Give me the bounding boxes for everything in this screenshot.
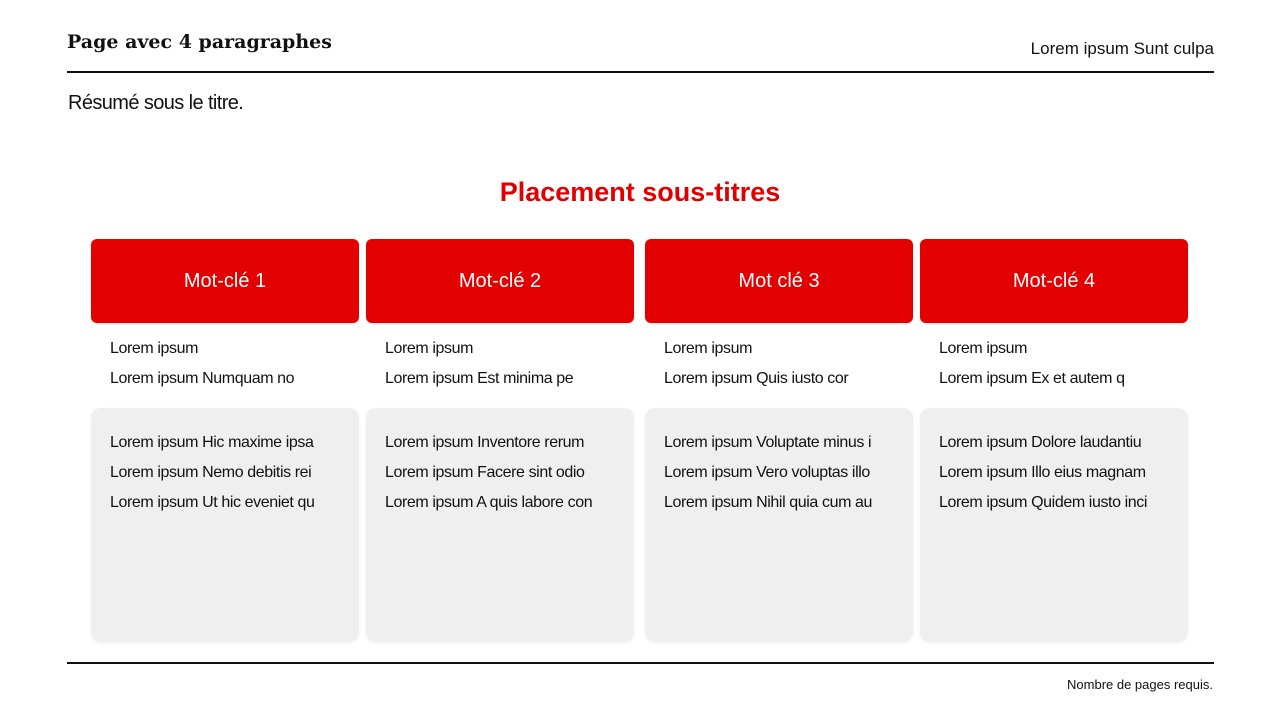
- paragraph-line: Lorem ipsum Nihil quia cum au: [664, 494, 873, 511]
- keyword-header-4: Mot-clé 4: [920, 239, 1188, 323]
- header-divider: [67, 71, 1214, 73]
- paragraph-line: Lorem ipsum Dolore laudantiu: [939, 434, 1142, 451]
- page-title: Page avec 4 paragraphes: [67, 31, 332, 53]
- subtitle-line: Lorem ipsum: [110, 340, 199, 357]
- keyword-column-3: [645, 239, 913, 642]
- paragraph-box-3: [645, 408, 913, 642]
- paragraph-line: Lorem ipsum Inventore rerum: [385, 434, 585, 451]
- subtitle-line: Lorem ipsum: [385, 340, 474, 357]
- subtitle-line: Lorem ipsum Est minima pe: [385, 370, 574, 387]
- paragraph-line: Lorem ipsum Vero voluptas illo: [664, 464, 870, 481]
- footer-divider: [67, 662, 1214, 664]
- footer-note: Nombre de pages requis.: [1067, 677, 1213, 692]
- summary-text: Résumé sous le titre.: [68, 92, 244, 114]
- paragraph-line: Lorem ipsum Illo eius magnam: [939, 464, 1146, 481]
- paragraph-box-1: [91, 408, 359, 642]
- paragraph-line: Lorem ipsum Ut hic eveniet qu: [110, 494, 315, 511]
- subtitle-line: Lorem ipsum Numquam no: [110, 370, 295, 387]
- paragraph-line: Lorem ipsum Facere sint odio: [385, 464, 585, 481]
- paragraph-line: Lorem ipsum A quis labore con: [385, 494, 593, 511]
- keyword-column-1: [91, 239, 359, 642]
- keyword-header-1: Mot-clé 1: [91, 239, 359, 323]
- paragraph-line: Lorem ipsum Nemo debitis rei: [110, 464, 312, 481]
- keyword-column-4: [920, 239, 1188, 642]
- keyword-header-2: Mot-clé 2: [366, 239, 634, 323]
- paragraph-box-4: [920, 408, 1188, 642]
- paragraph-line: Lorem ipsum Quidem iusto inci: [939, 494, 1148, 511]
- subtitle-line: Lorem ipsum Quis iusto cor: [664, 370, 849, 387]
- paragraph-line: Lorem ipsum Hic maxime ipsa: [110, 434, 314, 451]
- paragraph-line: Lorem ipsum Voluptate minus i: [664, 434, 872, 451]
- keyword-header-3: Mot clé 3: [645, 239, 913, 323]
- header-right-text: Lorem ipsum Sunt culpa: [1030, 39, 1214, 58]
- paragraph-box-2: [366, 408, 634, 642]
- subtitle-line: Lorem ipsum: [664, 340, 753, 357]
- section-title: Placement sous-titres: [499, 177, 781, 207]
- subtitle-line: Lorem ipsum Ex et autem q: [939, 370, 1125, 387]
- keyword-column-2: [366, 239, 634, 642]
- subtitle-line: Lorem ipsum: [939, 340, 1028, 357]
